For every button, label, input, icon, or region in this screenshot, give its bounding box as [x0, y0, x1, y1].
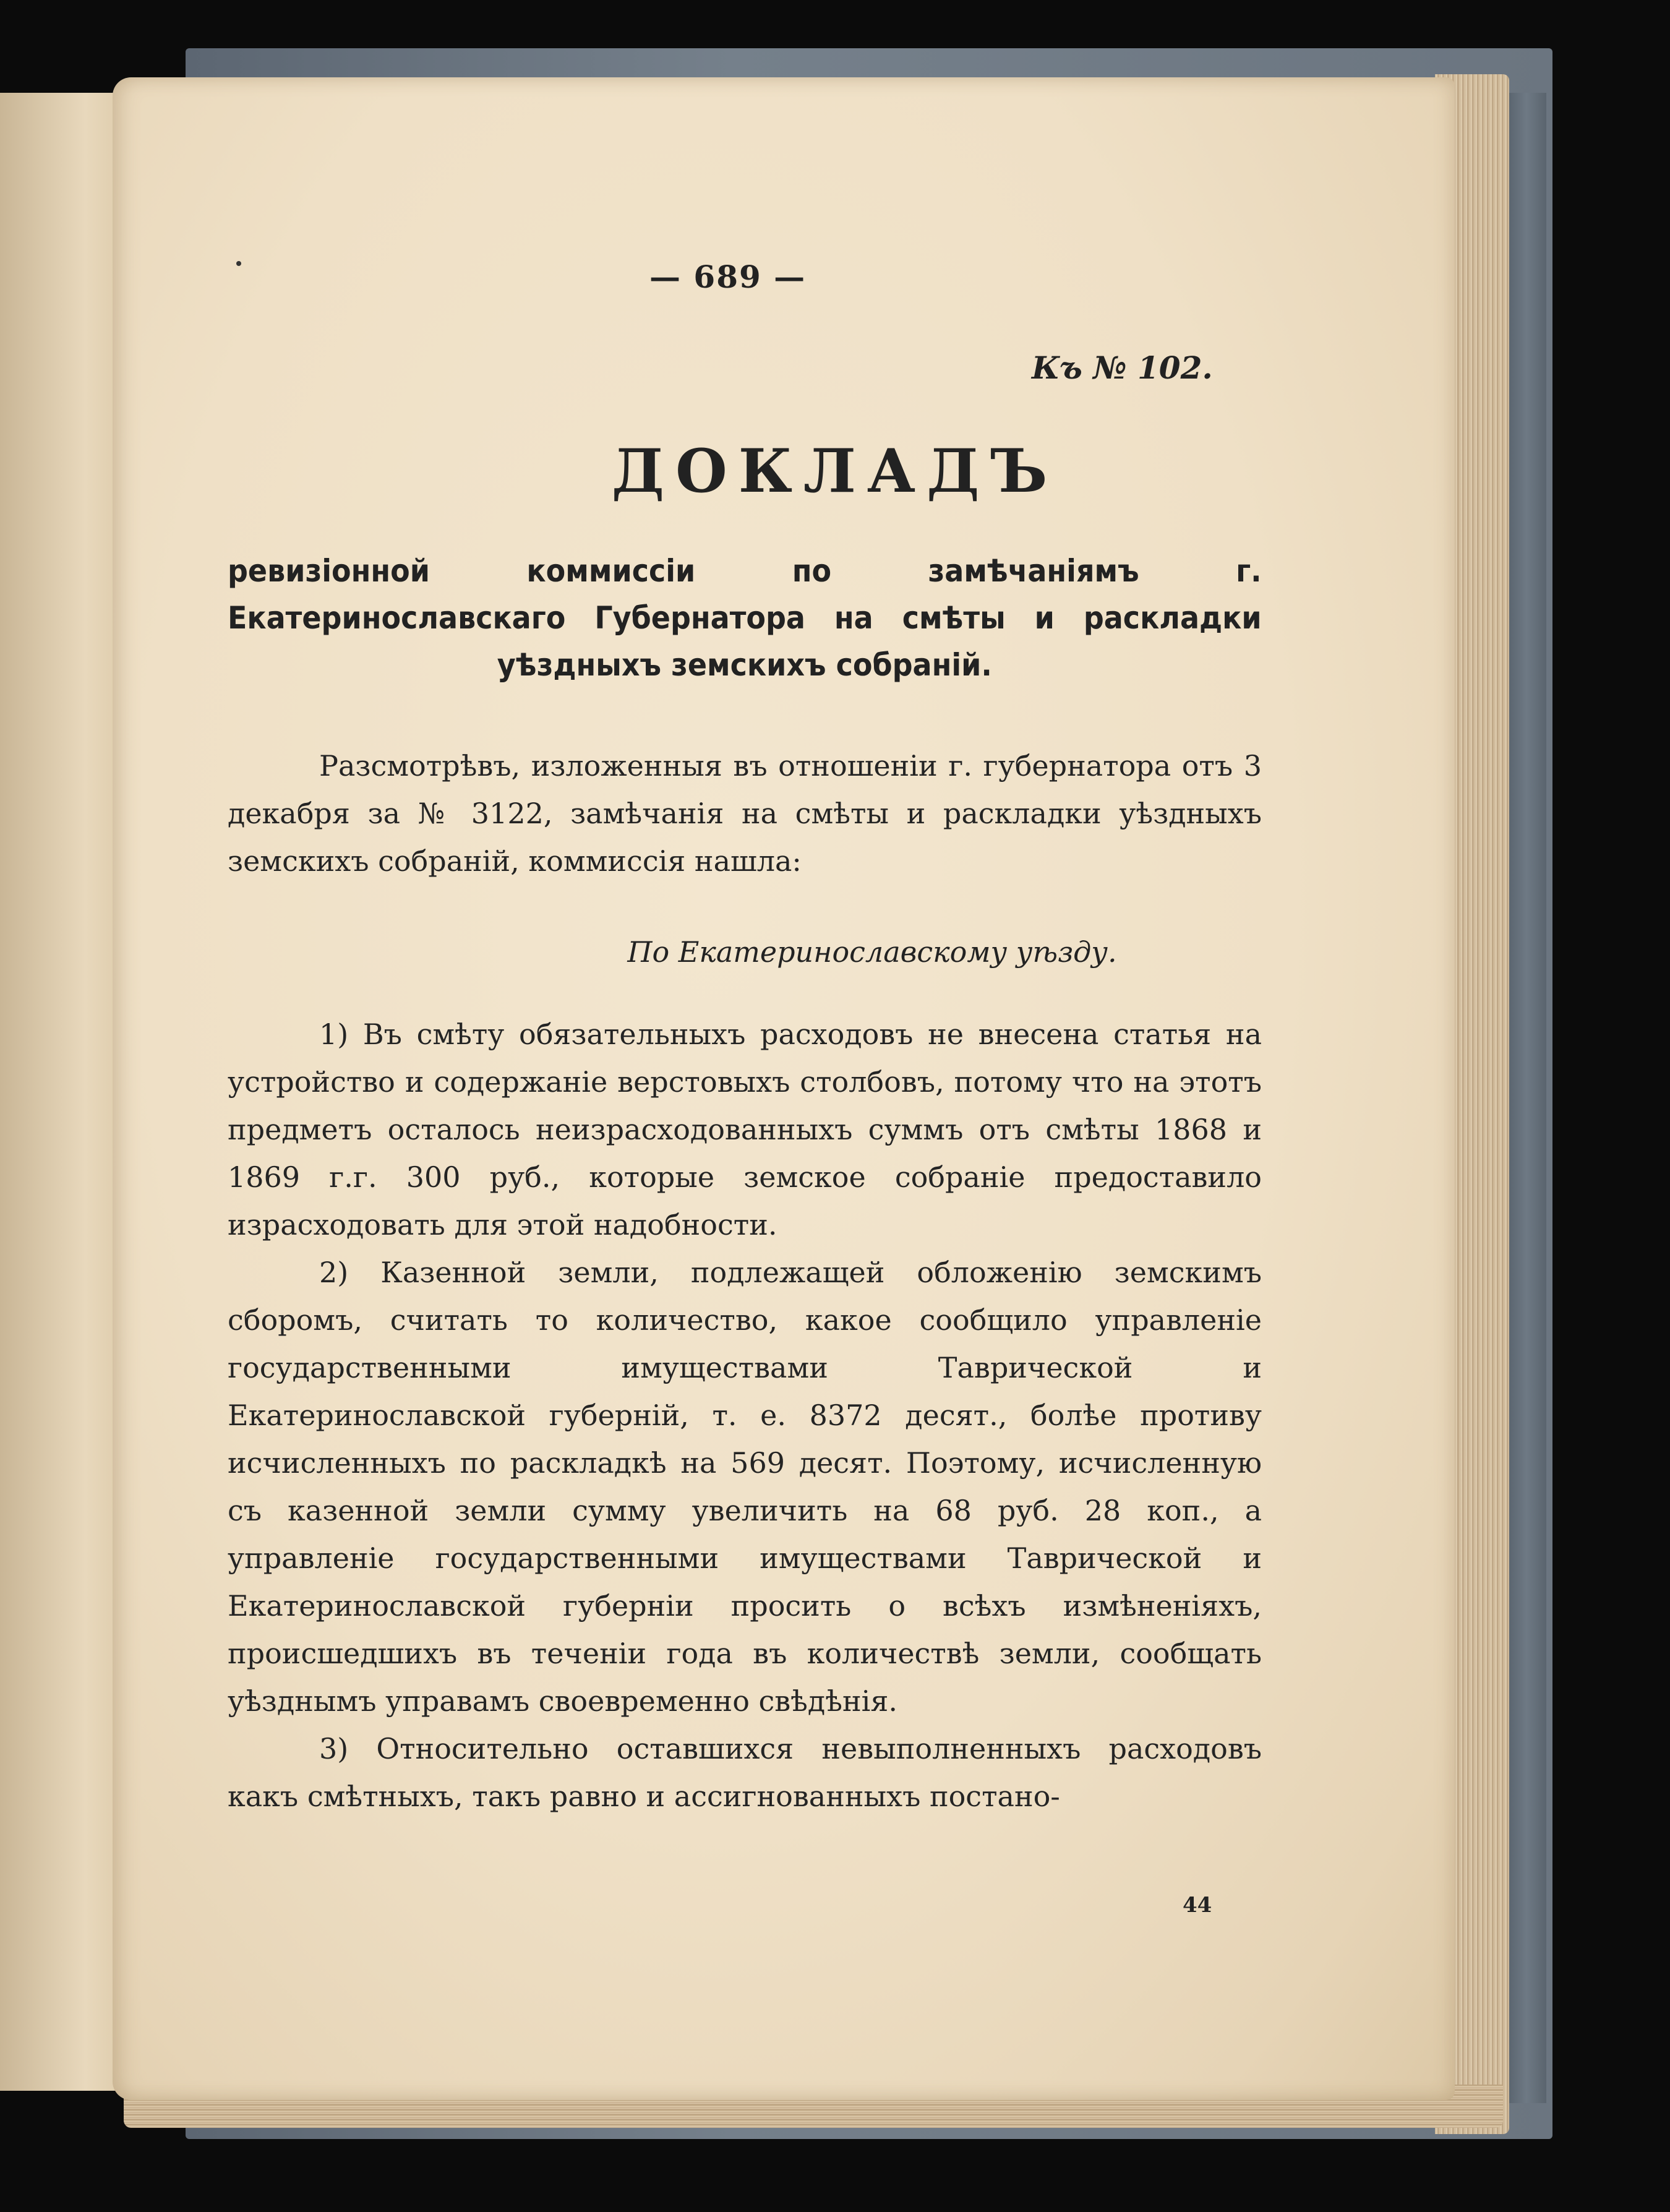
intro-paragraph [228, 742, 1262, 885]
page-number: — 689 — [649, 259, 807, 295]
document-title: ДОКЛАДЪ [611, 436, 1059, 506]
paragraph-2: 2) Казенной земли, подлежащей обложенію земскимъ сборомъ, считать то количество, какое сообщило управленіе государственными имуществами Таврической и Екатеринославской губерній, т. е. 8372 десят., болѣе противу исчисленныхъ по раскладкѣ на 569 десят. Поэтому, исчисленную съ казенной земли сумму увеличить на 68 руб. 28 коп., а управленіе государственными имуществами Таврической и Екатеринославской губерніи просить о всѣхъ измѣненіяхъ, происшедшихъ въ теченіи года въ количествѣ земли, сообщать уѣзднымъ управамъ своевременно свѣдѣнія. [228, 1256, 1262, 1718]
document-subtitle: ревизіонной коммиссіи по замѣчаніямъ г. Екатеринославскаго Губернатора на смѣты и раскладки уѣздныхъ земскихъ собраній. [228, 553, 1262, 683]
paragraph-3: 3) Относительно оставшихся невыполненныхъ расходовъ какъ смѣтныхъ, такъ равно и ассигнованныхъ постано- [228, 1732, 1262, 1813]
print-dot [236, 261, 241, 266]
printer-signature-mark: 44 [1183, 1893, 1212, 1918]
section-heading: По Екатеринославскому уѣзду. [627, 935, 1117, 969]
document-reference: Къ № 102. [1032, 349, 1213, 386]
paragraph-1: 1) Въ смѣту обязательныхъ расходовъ не внесена статья на устройство и содержаніе верстовыхъ столбовъ, потому что на этотъ предметъ осталось неизрасходованныхъ суммъ отъ смѣты 1868 и 1869 г.г. 300 руб., которые земское собраніе предоставило израсходовать для этой надобности. [228, 1018, 1262, 1241]
body-paragraphs [228, 1011, 1262, 1820]
intro-text: Разсмотрѣвъ, изложенныя въ отношеніи г. губернатора отъ 3 декабря за № 3122, замѣчанія на смѣты и раскладки уѣздныхъ земскихъ собраній, коммиссія нашла: [228, 749, 1262, 878]
